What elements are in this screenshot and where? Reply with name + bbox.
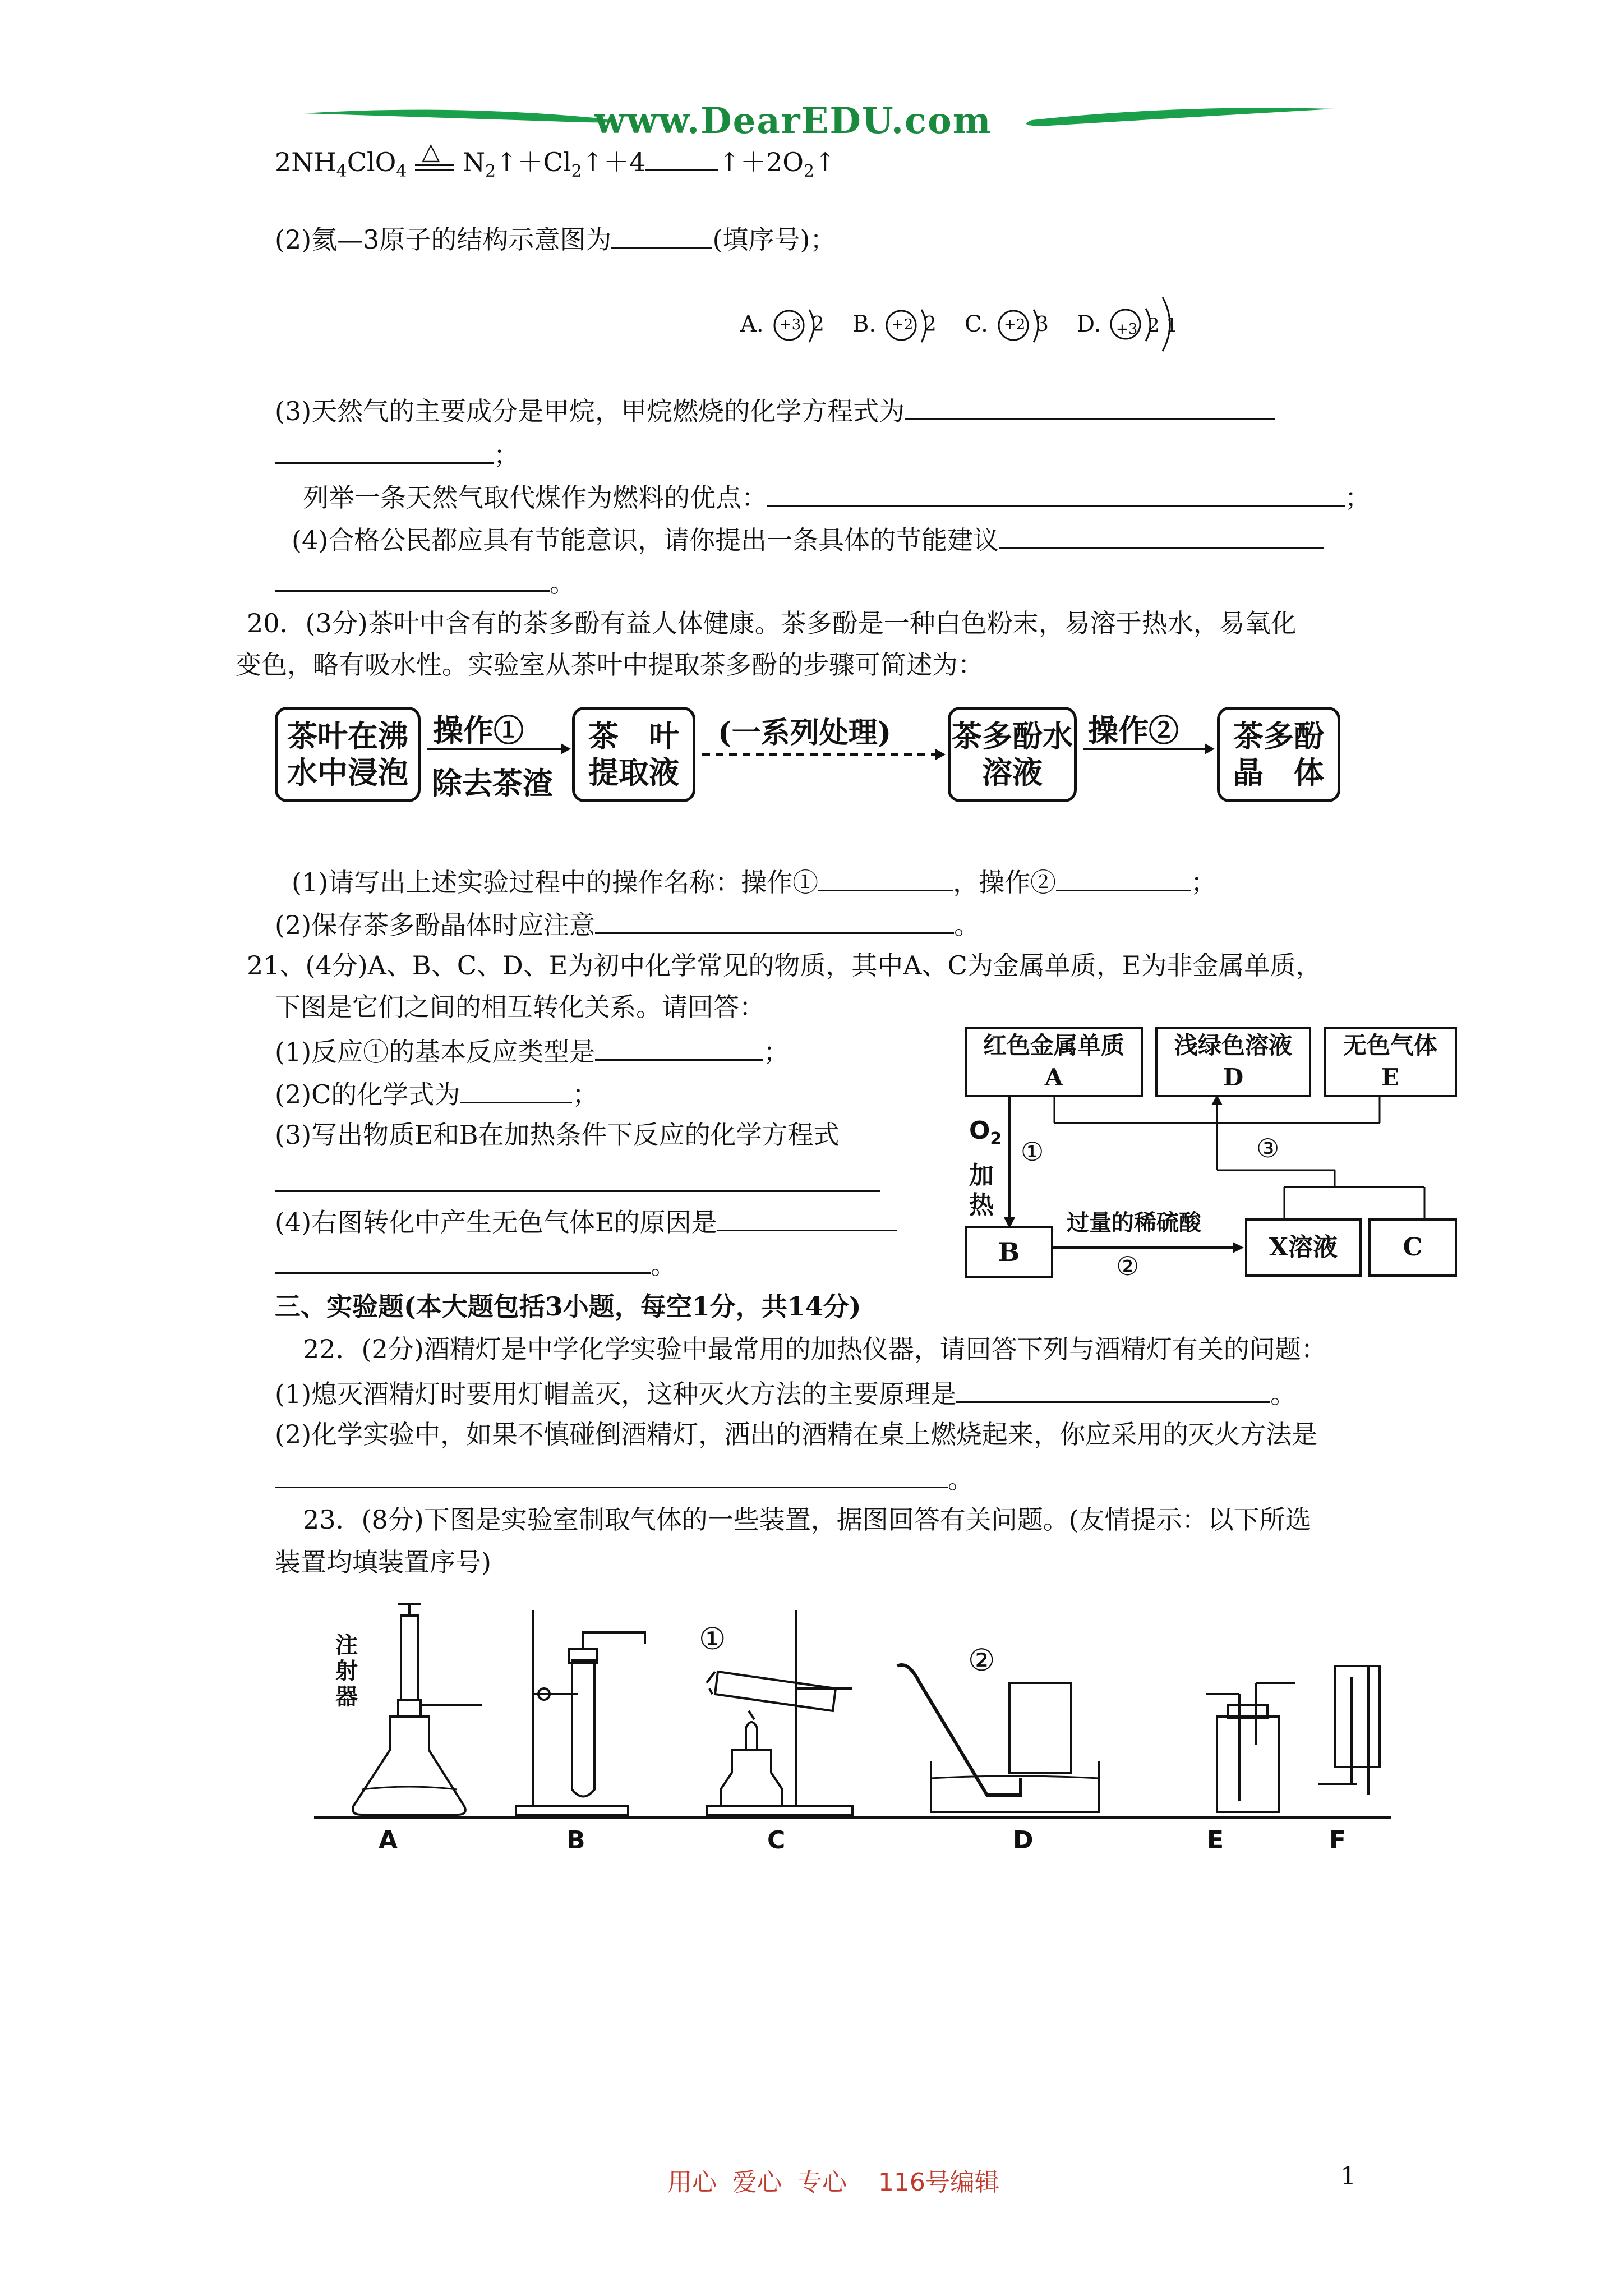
- answer-blank[interactable]: [905, 396, 1275, 420]
- q21-part1: (1)反应①的基本反应类型是 ；: [275, 1037, 790, 1067]
- apparatus-label-b: B: [566, 1826, 585, 1855]
- label-oxygen: $O_2$: [969, 1116, 1002, 1149]
- box-c: C: [1368, 1218, 1457, 1277]
- page-number: 1: [1340, 2162, 1356, 2191]
- answer-blank[interactable]: [818, 867, 953, 891]
- flow-box-tea-extract: 茶 叶提取液: [572, 707, 695, 802]
- answer-blank[interactable]: [275, 1464, 948, 1488]
- site-logo-text: www.DearEDU.com: [594, 100, 992, 142]
- answer-blank[interactable]: [275, 440, 494, 464]
- flow-box-soak-tea: 茶叶在沸水中浸泡: [275, 707, 421, 802]
- label-heating: 加热: [969, 1161, 994, 1220]
- answer-blank[interactable]: [645, 147, 718, 171]
- flow-arrow-2: [1082, 740, 1217, 757]
- footer-editor-note: 用心 爱心 专心 116号编辑: [667, 2168, 999, 2197]
- q21-part2: (2)C的化学式为 ；: [275, 1079, 598, 1110]
- lab-apparatus-figure: [314, 1599, 1391, 1868]
- answer-blank[interactable]: [1056, 867, 1191, 891]
- label-reaction-1: ①: [1021, 1137, 1044, 1167]
- apparatus-label-d: D: [1013, 1826, 1034, 1855]
- option-c-label: C.: [965, 311, 988, 337]
- q22-stem: 22．(2分)酒精灯是中学化学实验中最常用的加热仪器，请回答下列与酒精灯有关的问题：: [303, 1334, 1327, 1364]
- heating-condition-symbol: △: [422, 137, 440, 165]
- q20-stem-line1: 20．(3分)茶叶中含有的茶多酚有益人体健康。茶多酚是一种白色粉末，易溶于热水，易氧化: [247, 608, 1297, 638]
- answer-blank[interactable]: [956, 1379, 1270, 1403]
- apparatus-label-e: E: [1207, 1826, 1224, 1855]
- q23-stem-line1: 23．(8分)下图是实验室制取气体的一些装置，据图回答有关问题。(友情提示：以下所选: [303, 1504, 1311, 1535]
- q19-part2: (2)氦—3原子的结构示意图为 (填序号)；: [275, 224, 836, 255]
- q21-part4-cont: 。: [275, 1250, 676, 1278]
- label-reaction-2: ②: [1116, 1251, 1140, 1281]
- q21-part3: (3)写出物质E和B在加热条件下反应的化学方程式: [275, 1120, 840, 1150]
- equation-line: $2NH_4ClO_4$ △ $N_2↑+Cl_2↑+4$ $↑+2O_2↑$: [275, 137, 836, 182]
- q22-part2: (2)化学实验中，如果不慎碰倒酒精灯，洒出的酒精在桌上燃烧起来，你应采用的灭火方法是: [275, 1419, 1318, 1450]
- option-d-label: D.: [1077, 311, 1101, 337]
- q21-part4: (4)右图转化中产生无色气体E的原因是: [275, 1207, 897, 1235]
- q22-part2-cont: 。: [275, 1464, 974, 1492]
- option-b-label: B.: [852, 311, 877, 337]
- tea-polyphenol-flowchart: [275, 701, 1340, 813]
- flow-box-polyphenol-crystal: 茶多酚晶 体: [1217, 707, 1340, 802]
- q19-part4-cont: 。: [275, 568, 575, 596]
- flow-operation-1-label: 操作①: [433, 712, 524, 748]
- answer-blank[interactable]: [460, 1079, 572, 1103]
- flow-series-treatment-label: (一系列处理): [718, 716, 892, 750]
- q19-part3-cont: ；: [275, 440, 519, 468]
- q22-part1: (1)熄灭酒精灯时要用灯帽盖灭，这种灭火方法的主要原理是 。: [275, 1379, 1297, 1409]
- answer-blank[interactable]: [999, 525, 1324, 549]
- answer-blank[interactable]: [595, 1037, 763, 1061]
- flow-operation-2-label: 操作②: [1088, 712, 1179, 748]
- label-apparatus-1: ①: [699, 1621, 726, 1657]
- q20-stem-line2: 变色，略有吸水性。实验室从茶叶中提取茶多酚的步骤可简述为：: [236, 650, 984, 680]
- apparatus-label-f: F: [1329, 1826, 1347, 1855]
- apparatus-label-a: A: [379, 1826, 398, 1855]
- flow-dashed-arrow: [701, 746, 948, 763]
- box-a-red-metal: 红色金属单质 A: [965, 1027, 1143, 1097]
- answer-blank[interactable]: [275, 1190, 880, 1192]
- answer-blank[interactable]: [595, 910, 954, 934]
- answer-blank[interactable]: [275, 1250, 651, 1274]
- label-reaction-3: ③: [1256, 1133, 1280, 1163]
- q21-stem-line1: 21、(4分)A、B、C、D、E为初中化学常见的物质，其中A、C为金属单质，E为非金属单质，: [247, 950, 1322, 981]
- label-syringe: 注射器: [335, 1632, 358, 1710]
- flow-box-polyphenol-solution: 茶多酚水溶液: [948, 707, 1077, 802]
- apparatus-drawings: [314, 1599, 1391, 1868]
- section-3-title: 三、实验题(本大题包括3小题，每空1分，共14分): [275, 1291, 861, 1322]
- q20-part1: (1)请写出上述实验过程中的操作名称：操作① ，操作② ；: [292, 867, 1217, 898]
- label-apparatus-2: ②: [968, 1642, 995, 1678]
- q19-part3-advantage: 列举一条天然气取代煤作为燃料的优点： ；: [303, 482, 1371, 513]
- label-dilute-sulfuric-acid: 过量的稀硫酸: [1067, 1210, 1201, 1236]
- box-b: B: [965, 1226, 1053, 1278]
- answer-blank[interactable]: [717, 1207, 897, 1231]
- apparatus-label-c: C: [767, 1826, 786, 1855]
- q21-transformation-diagram: [965, 1027, 1458, 1285]
- q19-part3: (3)天然气的主要成分是甲烷，甲烷燃烧的化学方程式为: [275, 396, 1275, 424]
- atom-structure-options: A. +3 2 B. +2 2 C. +2 3 D. +3 2 1: [740, 292, 1200, 353]
- q23-stem-line2: 装置均填装置序号): [275, 1547, 491, 1577]
- q20-part2: (2)保存茶多酚晶体时应注意 。: [275, 910, 980, 940]
- answer-blank[interactable]: [767, 482, 1345, 507]
- box-e-colorless-gas: 无色气体 E: [1324, 1027, 1457, 1097]
- flow-arrow-1: [426, 740, 572, 757]
- q19-part4: (4)合格公民都应具有节能意识，请你提出一条具体的节能建议: [292, 525, 1324, 553]
- q21-stem-line2: 下图是它们之间的相互转化关系。请回答：: [275, 992, 765, 1022]
- box-d-green-solution: 浅绿色溶液 D: [1155, 1027, 1311, 1097]
- answer-blank[interactable]: [611, 224, 712, 249]
- box-x-solution: X溶液: [1245, 1218, 1362, 1277]
- flow-remove-residue-label: 除去茶渣: [432, 765, 553, 801]
- option-a-label: A.: [740, 311, 764, 337]
- answer-blank[interactable]: [275, 568, 550, 592]
